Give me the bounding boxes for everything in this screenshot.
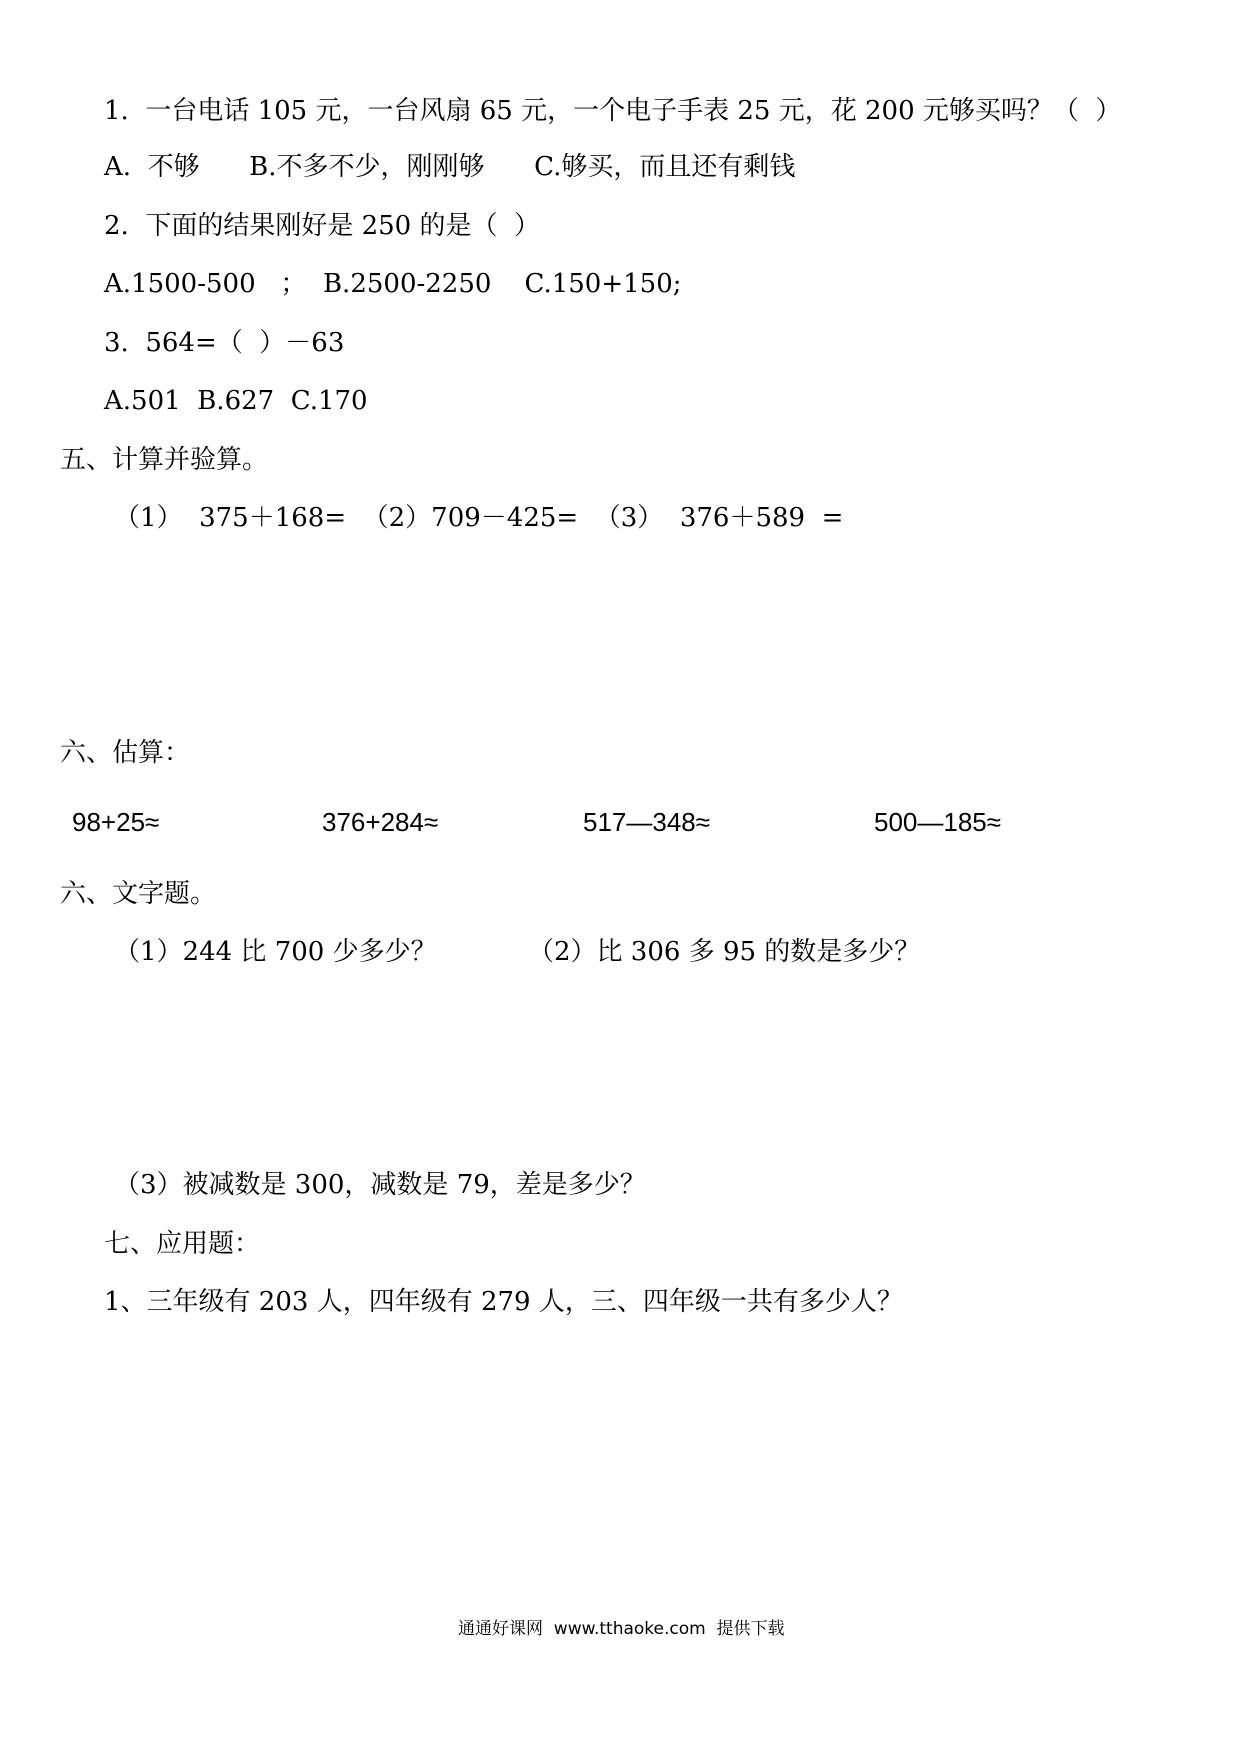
footer-credit: 通通好课网 www.tthaoke.com 提供下载 bbox=[458, 1619, 785, 1639]
word-problems-heading: 六、文字题。 bbox=[60, 879, 217, 909]
estimation-heading: 六、估算： bbox=[60, 738, 191, 768]
question-2-text: 2. 下面的结果刚好是 250 的是（ ） bbox=[104, 211, 541, 241]
estimation-item-1: 98+25≈ bbox=[72, 807, 160, 837]
question-3-text: 3. 564=（ ）－63 bbox=[104, 328, 345, 358]
question-2-options: A.1500-500 ； B.2500-2250 C.150+150; bbox=[104, 269, 682, 299]
word-problem-2: （2）比 306 多 95 的数是多少？ bbox=[528, 937, 921, 967]
estimation-item-4: 500—185≈ bbox=[874, 807, 1002, 837]
question-1-options: A. 不够 B.不多不少，刚刚够 C.够买，而且还有剩钱 bbox=[104, 152, 796, 182]
application-heading: 七、应用题： bbox=[104, 1229, 261, 1259]
estimation-item-3: 517—348≈ bbox=[583, 807, 711, 837]
application-problem-1: 1、三年级有 203 人，四年级有 279 人，三、四年级一共有多少人？ bbox=[104, 1287, 903, 1317]
section-5-heading: 五、计算并验算。 bbox=[60, 445, 269, 475]
calculation-problems: （1） 375＋168= （2）709－425= （3） 376＋589 = bbox=[114, 503, 844, 533]
question-3-options: A.501 B.627 C.170 bbox=[104, 386, 368, 416]
word-problem-1: （1）244 比 700 少多少？ bbox=[114, 937, 437, 967]
estimation-item-2: 376+284≈ bbox=[322, 807, 439, 837]
word-problem-3: （3）被减数是 300，减数是 79，差是多少？ bbox=[114, 1170, 646, 1200]
question-1-text: 1. 一台电话 105 元，一台风扇 65 元，一个电子手表 25 元，花 200 元够买吗？（ ） bbox=[104, 96, 1122, 126]
